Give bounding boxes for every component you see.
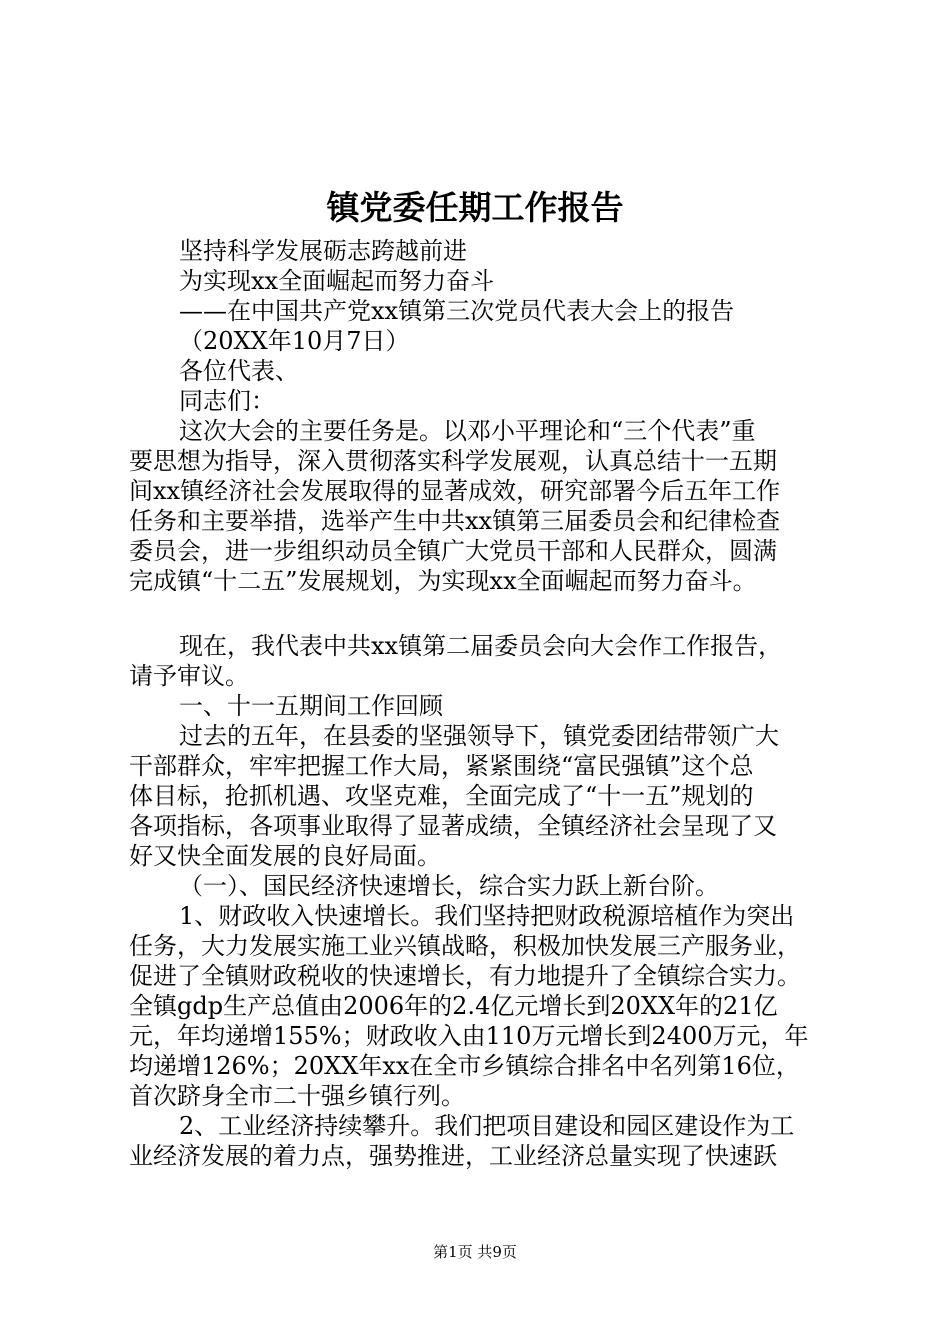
- paragraph-line: 要思想为指导，深入贯彻落实科学发展观，认真总结十一五期: [129, 447, 777, 475]
- subtitle-line: 坚持科学发展砺志跨越前进: [179, 237, 467, 265]
- document-body: [129, 236, 829, 1171]
- paragraph-line: 干部群众，牢牢把握工作大局，紧紧围绕“富民强镇”这个总: [129, 752, 754, 780]
- paragraph-line: 体目标，抢抓机遇、攻坚克难，全面完成了“十一五”规划的: [129, 782, 754, 810]
- page-footer: 第1页 共9页: [433, 1243, 517, 1261]
- paragraph-line: 首次跻身全市二十强乡镇行列。: [129, 1082, 465, 1110]
- paragraph-line: 2、工业经济持续攀升。我们把项目建设和园区建设作为工: [179, 1112, 795, 1140]
- paragraph-line: 这次大会的主要任务是。以邓小平理论和“三个代表”重: [179, 417, 756, 445]
- paragraph-line: 业经济发展的着力点，强势推进，工业经济总量实现了快速跃: [129, 1142, 777, 1170]
- paragraph-line: 委员会，进一步组织动员全镇广大党员干部和人民群众，圆满: [129, 537, 777, 565]
- paragraph-line: 全镇gdp生产总值由2006年的2.4亿元增长到20XX年的21亿: [129, 992, 778, 1020]
- paragraph-line: 1、财政收入快速增长。我们坚持把财政税源培植作为突出: [179, 902, 795, 930]
- subsection-heading: （一）、国民经济快速增长，综合实力跃上新台阶。: [179, 872, 719, 900]
- salutation-line: 各位代表、: [179, 357, 299, 385]
- paragraph-line: 现在，我代表中共xx镇第二届委员会向大会作工作报告，: [179, 632, 783, 660]
- subtitle-line: 为实现xx全面崛起而努力奋斗: [179, 267, 495, 295]
- paragraph-line: 完成镇“十二五”发展规划，为实现xx全面崛起而努力奋斗。: [129, 567, 757, 595]
- paragraph-line: 过去的五年，在县委的坚强领导下，镇党委团结带领广大: [179, 722, 779, 750]
- paragraph-line: 请予审议。: [129, 662, 249, 690]
- paragraph-line: 均递增126%；20XX年xx在全市乡镇综合排名中名列第16位，: [129, 1052, 800, 1080]
- paragraph-line: 促进了全镇财政税收的快速增长，有力地提升了全镇综合实力。: [129, 962, 801, 990]
- section-heading: 一、十一五期间工作回顾: [179, 692, 443, 720]
- paragraph-line: 间xx镇经济社会发展取得的显著成效，研究部署今后五年工作: [129, 477, 781, 505]
- document-title: 镇党委任期工作报告: [326, 188, 624, 227]
- subtitle-line: ——在中国共产党xx镇第三次党员代表大会上的报告: [179, 297, 735, 325]
- date-line: （20XX年10月7日）: [179, 327, 410, 355]
- paragraph-gap: [129, 596, 829, 631]
- salutation-line: 同志们：: [179, 387, 275, 415]
- paragraph-line: 好又快全面发展的良好局面。: [129, 842, 441, 870]
- paragraph-line: 任务，大力发展实施工业兴镇战略，积极加快发展三产服务业，: [129, 932, 801, 960]
- paragraph-line: 任务和主要举措，选举产生中共xx镇第三届委员会和纪律检查: [129, 507, 781, 535]
- paragraph-line: 各项指标，各项事业取得了显著成绩，全镇经济社会呈现了又: [129, 812, 777, 840]
- paragraph-line: 元，年均递增155%；财政收入由110万元增长到2400万元，年: [129, 1022, 809, 1050]
